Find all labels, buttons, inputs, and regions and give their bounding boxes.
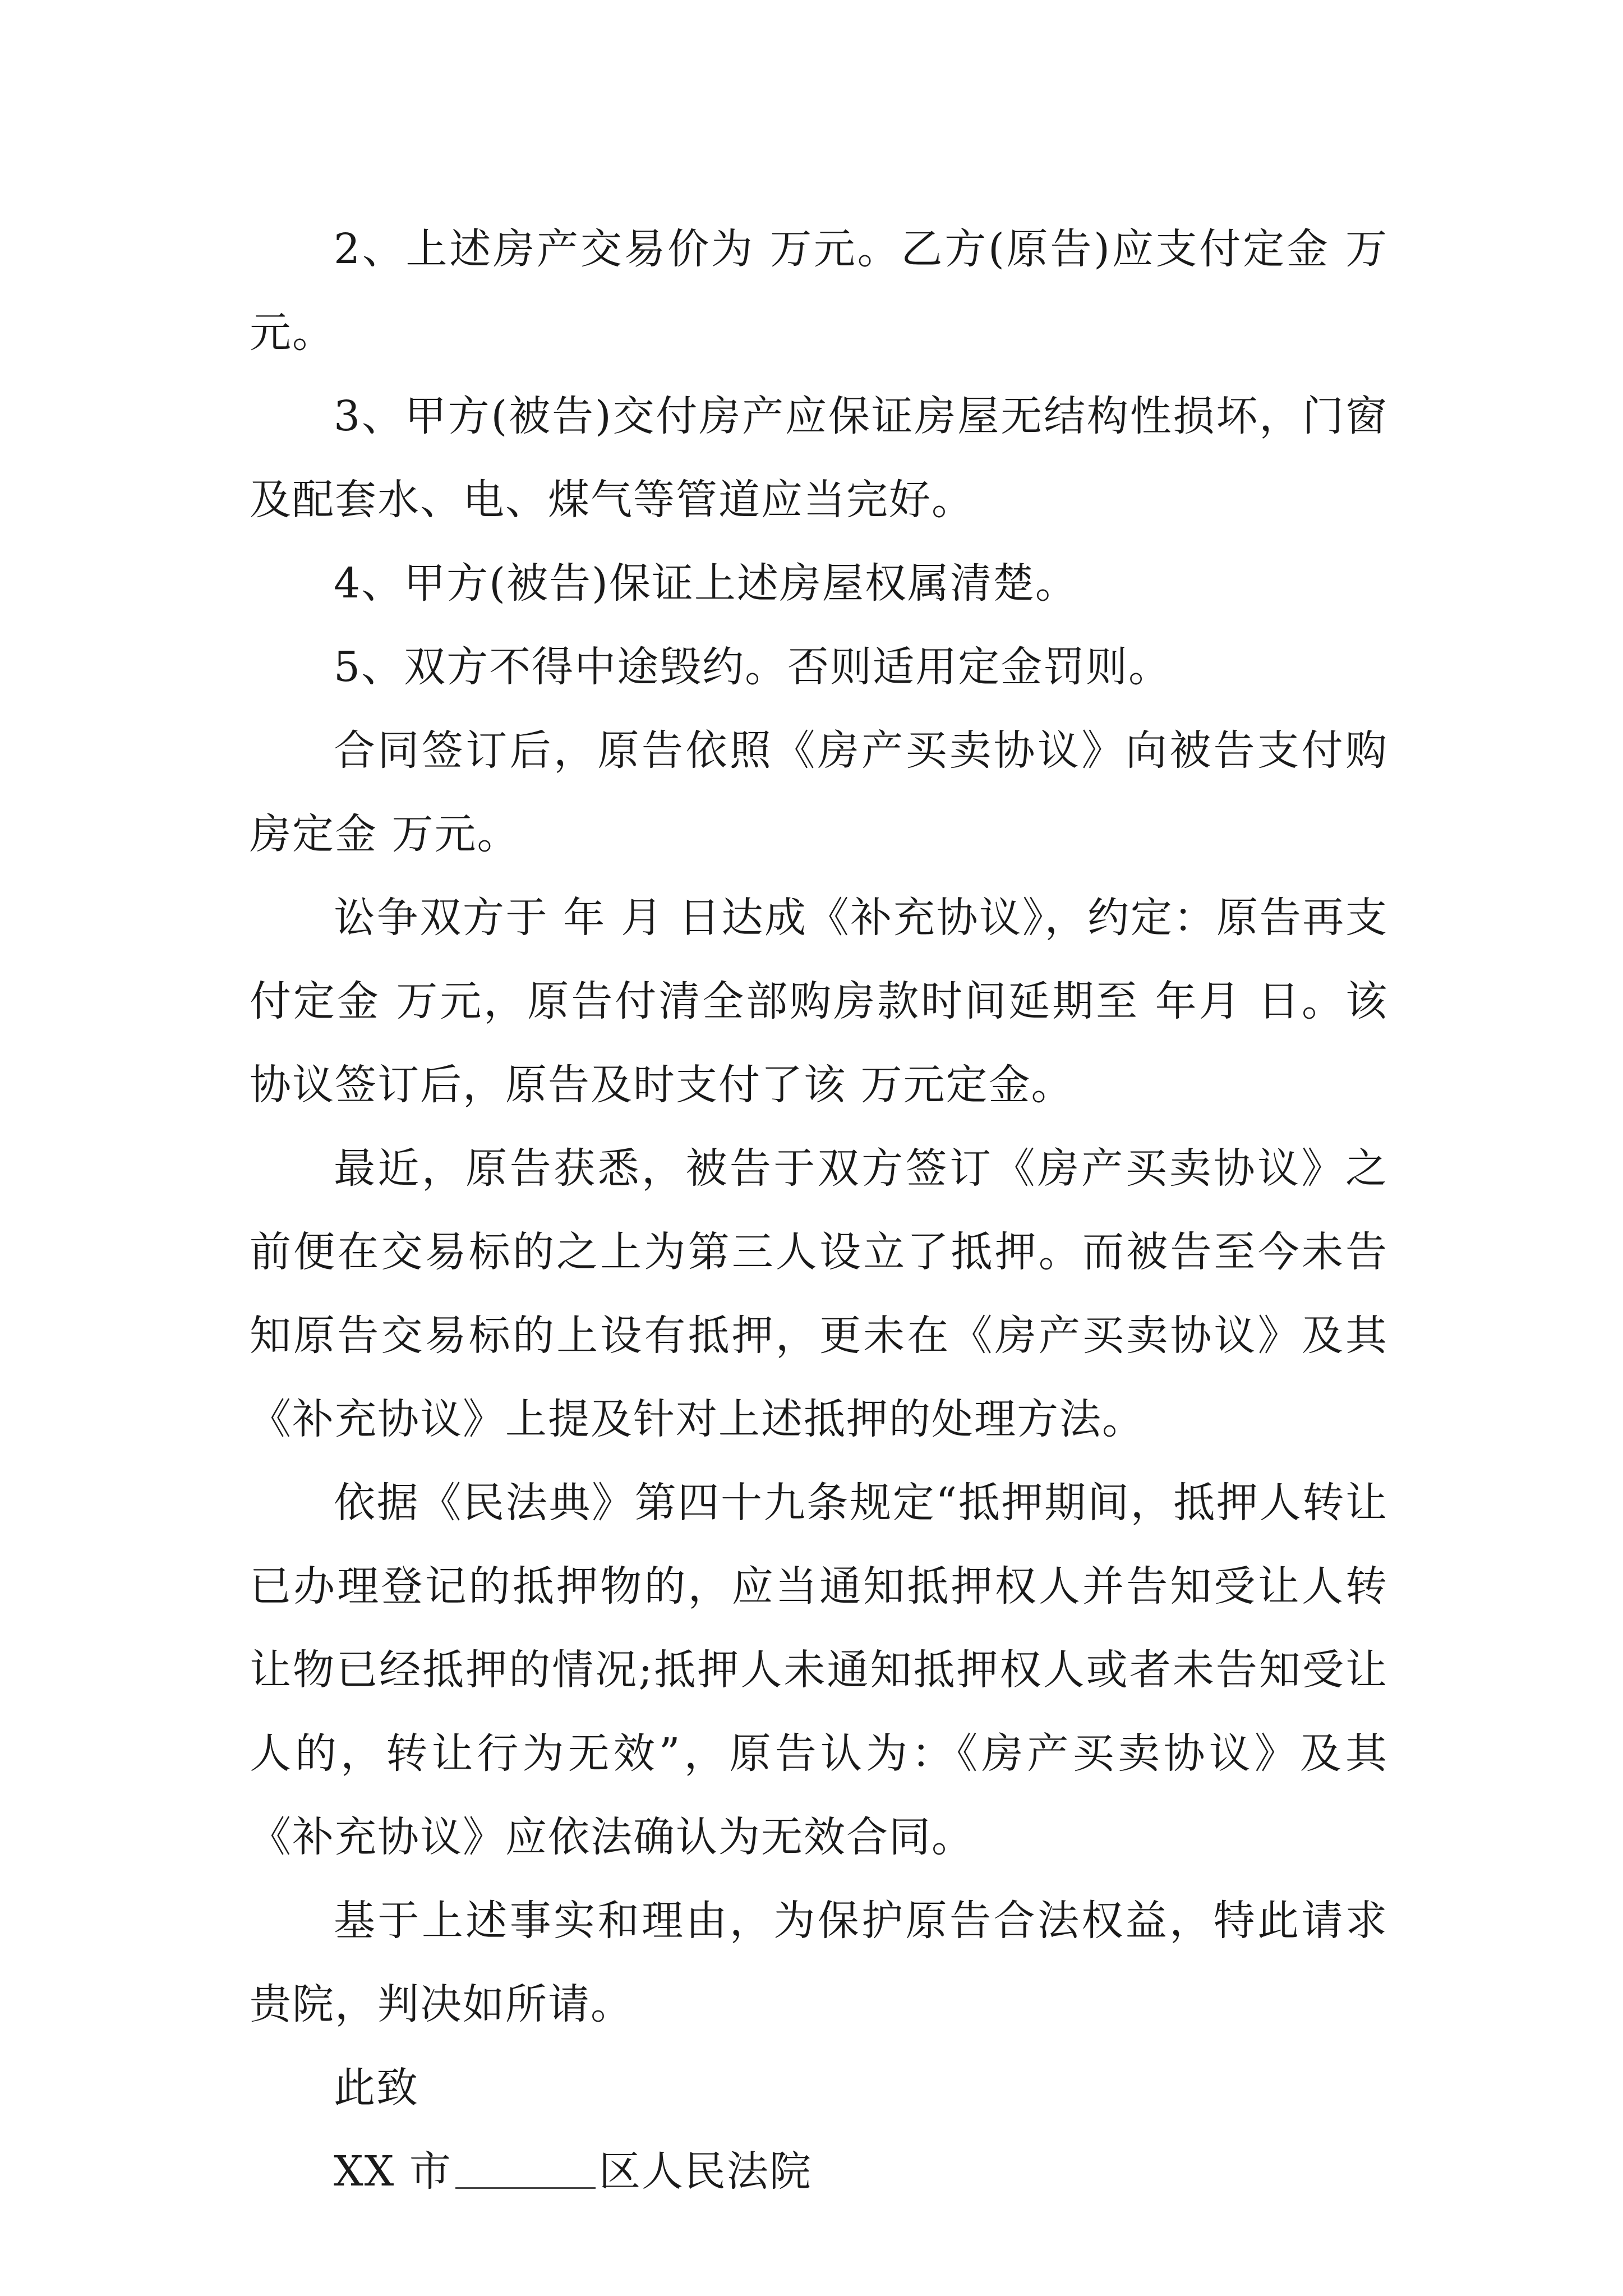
court-name-blank [455, 2151, 596, 2189]
document-body [250, 208, 1388, 2214]
request-paragraph: 基于上述事实和理由，为保护原告合法权益，特此请求贵院，判决如所请。 [250, 1897, 1388, 2028]
closing-salutation: 此致 [334, 2064, 419, 2112]
clause-3-paragraph: 3、甲方(被告)交付房产应保证房屋无结构性损坏，门窗及配套水、电、煤气等管道应当完好。 [250, 392, 1388, 524]
court-prefix: XX 市 [334, 2147, 452, 2196]
court-suffix: 区人民法院 [598, 2147, 812, 2196]
mortgage-discovery-paragraph: 最近，原告获悉，被告于双方签订《房产买卖协议》之前便在交易标的之上为第三人设立了抵押。而被告至今未告知原告交易标的上设有抵押，更未在《房产买卖协议》及其《补充协议》上提及针对上述抵押的处理方法。 [250, 1144, 1388, 1443]
supplementary-agreement-paragraph: 讼争双方于 年 月 日达成《补充协议》，约定：原告再支付定金 万元，原告付清全部购房款时间延期至 年月 日。该协议签订后，原告及时支付了该 万元定金。 [250, 894, 1388, 1109]
deposit-paid-paragraph: 合同签订后，原告依照《房产买卖协议》向被告支付购房定金 万元。 [250, 726, 1388, 858]
clause-4-paragraph: 4、甲方(被告)保证上述房屋权属清楚。 [334, 559, 1078, 608]
court-addressee [250, 2130, 1388, 2214]
clause-2-paragraph: 2、上述房产交易价为 万元。乙方(原告)应支付定金 万元。 [250, 225, 1388, 357]
legal-basis-paragraph: 依据《民法典》第四十九条规定“抵押期间，抵押人转让已办理登记的抵押物的，应当通知抵押权人并告知受让人转让物已经抵押的情况;抵押人未通知抵押权人或者未告知受让人的，转让行为无效”，原告认为：《房产买卖协议》及其《补充协议》应依法确认为无效合同。 [250, 1479, 1388, 1861]
clause-5-paragraph: 5、双方不得中途毁约。否则适用定金罚则。 [334, 643, 1172, 691]
